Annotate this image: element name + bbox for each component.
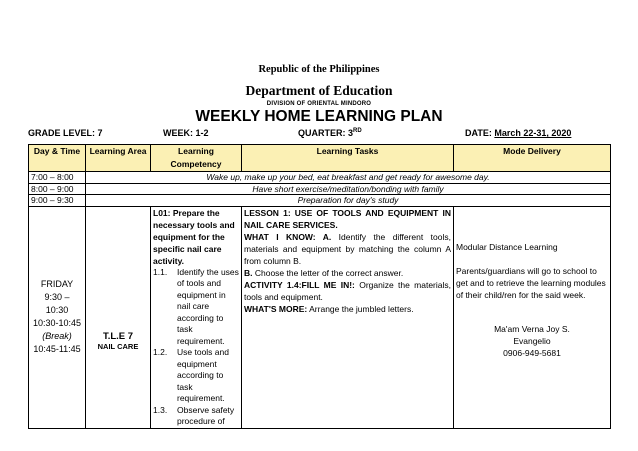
competency-cell (151, 206, 242, 428)
competency-list (153, 267, 239, 428)
competency-item (153, 405, 239, 428)
item-text: Observe safety procedure of (177, 404, 235, 426)
activity-task (244, 279, 451, 303)
item-number: 1.1. (153, 266, 168, 277)
time-slot: 9:30 – (44, 292, 70, 302)
mode-label: Modular Distance Learning (456, 241, 558, 252)
schedule-time: 7:00 – 8:00 (29, 172, 86, 184)
item-number: 1.2. (153, 347, 168, 357)
division-header: DIVISION OF ORIENTAL MINDORO (266, 101, 372, 107)
plan-title: WEEKLY HOME LEARNING PLAN (195, 108, 443, 125)
time-slot: 10:45-11:45 (33, 344, 81, 354)
teacher-surname: Evangelio (513, 335, 551, 346)
task-b-label: B. (244, 267, 253, 278)
header-learning-competency: Learning Competency (151, 145, 242, 172)
competency-item (153, 267, 239, 348)
schedule-row (29, 172, 611, 184)
competency-item (153, 347, 239, 405)
schedule-activity: Preparation for day's study (86, 195, 611, 207)
activity-label: ACTIVITY 1.4:FILL ME IN!: (244, 279, 355, 290)
schedule-activity: Have short exercise/meditation/bonding with family (86, 183, 611, 195)
quarter-suffix: RD (353, 128, 362, 134)
learning-area-cell (86, 206, 151, 428)
grade-level: GRADE LEVEL: 7 (28, 128, 103, 138)
lesson-row (29, 206, 611, 428)
whats-more-task (244, 303, 451, 315)
task-b (244, 267, 451, 279)
schedule-row (29, 195, 611, 207)
day-time-cell (29, 206, 86, 428)
learning-plan-table (28, 144, 611, 429)
break-label: (Break) (42, 331, 72, 341)
task-a-label: WHAT I KNOW: A. (244, 231, 332, 242)
header-learning-tasks: Learning Tasks (242, 145, 454, 172)
task-a (244, 231, 451, 267)
task-b-text: Choose the letter of the correct answer. (252, 267, 404, 278)
date-label: DATE: (465, 128, 495, 138)
time-slot: 10:30-10:45 (32, 318, 82, 328)
date-value: March 22-31, 2020 (494, 128, 572, 138)
teacher-contact (456, 323, 608, 359)
learning-tasks-cell (242, 206, 454, 428)
subject-sublabel: NAIL CARE (97, 342, 139, 351)
mode-note: Parents/guardians will go to school to get and to retrieve the learning modules of their child/ren for the said week. (456, 265, 606, 300)
quarter (298, 128, 362, 138)
quarter-label: QUARTER: 3 (298, 128, 354, 138)
item-text: Use tools and equipment according to task requirement. (177, 347, 229, 403)
header-learning-area: Learning Area (86, 145, 151, 172)
teacher-name: Ma'am Verna Joy S. (494, 323, 570, 334)
activity-text: Organize the materials, tools and equipment. (244, 279, 452, 302)
subject-label: T.L.E 7 (102, 331, 134, 342)
whats-more-label: WHAT'S MORE: (244, 303, 308, 314)
task-a-text: Identify the different tools, materials and equipment by matching the column A from column B. (244, 231, 451, 266)
schedule-row (29, 183, 611, 195)
header-mode-delivery: Mode Delivery (454, 145, 611, 172)
day-label: FRIDAY (40, 279, 74, 289)
date (465, 128, 571, 138)
teacher-phone: 0906-949-5681 (503, 347, 561, 358)
competency-title: L01: Prepare the necessary tools and equipment for the specific nail care activity. (153, 207, 235, 266)
table-header-row (29, 145, 611, 172)
header-day-time: Day & Time (29, 145, 86, 172)
week: WEEK: 1-2 (163, 128, 209, 138)
schedule-time: 8:00 – 9:00 (29, 183, 86, 195)
mode-delivery-cell (454, 206, 611, 428)
item-number: 1.3. (153, 404, 168, 415)
schedule-activity: Wake up, make up your bed, eat breakfast and get ready for awesome day. (86, 172, 611, 184)
republic-header: Republic of the Philippines (258, 64, 380, 75)
whats-more-text: Arrange the jumbled letters. (307, 303, 414, 314)
item-text: Identify the uses of tools and equipment in nail care according to task requirement. (177, 266, 239, 346)
lesson-title: LESSON 1: USE OF TOOLS AND EQUIPMENT IN NAIL CARE SERVICES. (244, 207, 451, 230)
schedule-time: 9:00 – 9:30 (29, 195, 86, 207)
department-header: Department of Education (245, 83, 393, 98)
time-slot: 10:30 (45, 305, 69, 315)
